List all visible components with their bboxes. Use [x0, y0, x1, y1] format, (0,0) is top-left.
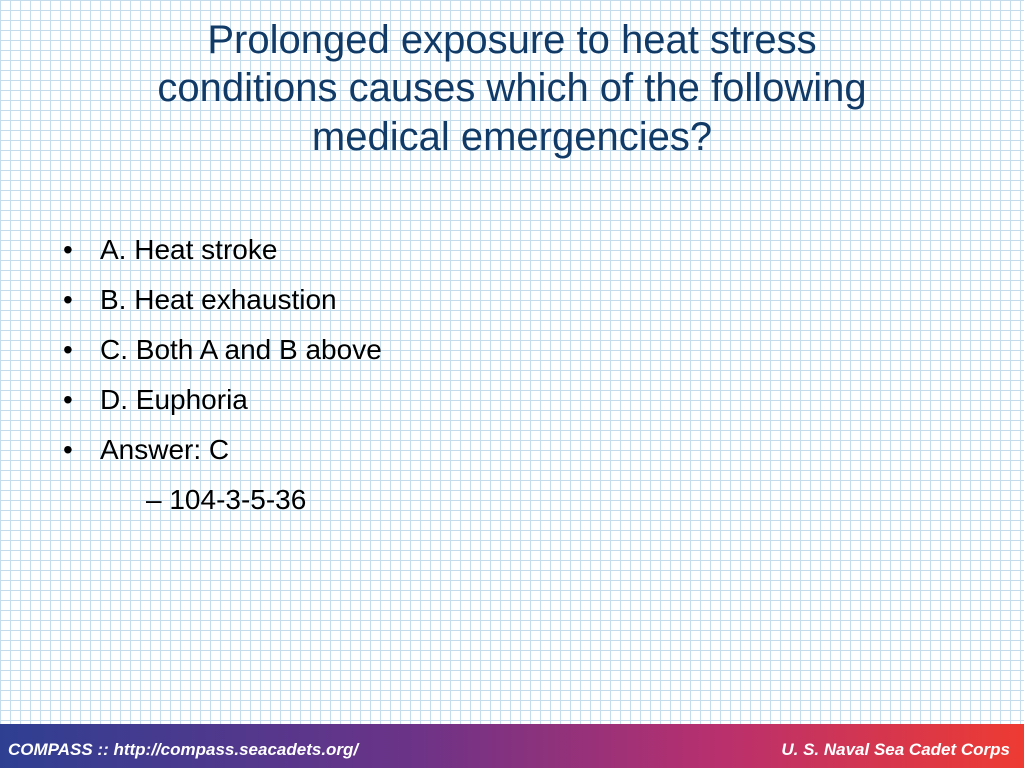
footer-organization: U. S. Naval Sea Cadet Corps: [781, 740, 1010, 759]
option-b: • B. Heat exhaustion: [60, 278, 382, 328]
title-line: medical emergencies?: [311, 114, 713, 159]
answer: • Answer: C: [60, 428, 382, 478]
option-d: • D. Euphoria: [60, 378, 382, 428]
title-line: Prolonged exposure to heat stress: [207, 18, 817, 62]
reference-code: – 104-3-5-36: [146, 484, 307, 515]
footer-compass-link[interactable]: COMPASS :: http://compass.seacadets.org/: [8, 740, 359, 759]
answer-options-list: [60, 228, 382, 528]
option-a: • A. Heat stroke: [60, 228, 382, 278]
option-c: • C. Both A and B above: [60, 328, 382, 378]
footer-bar: [0, 724, 1024, 768]
slide-title: [60, 16, 964, 161]
title-line: conditions causes which of the following: [157, 66, 867, 111]
